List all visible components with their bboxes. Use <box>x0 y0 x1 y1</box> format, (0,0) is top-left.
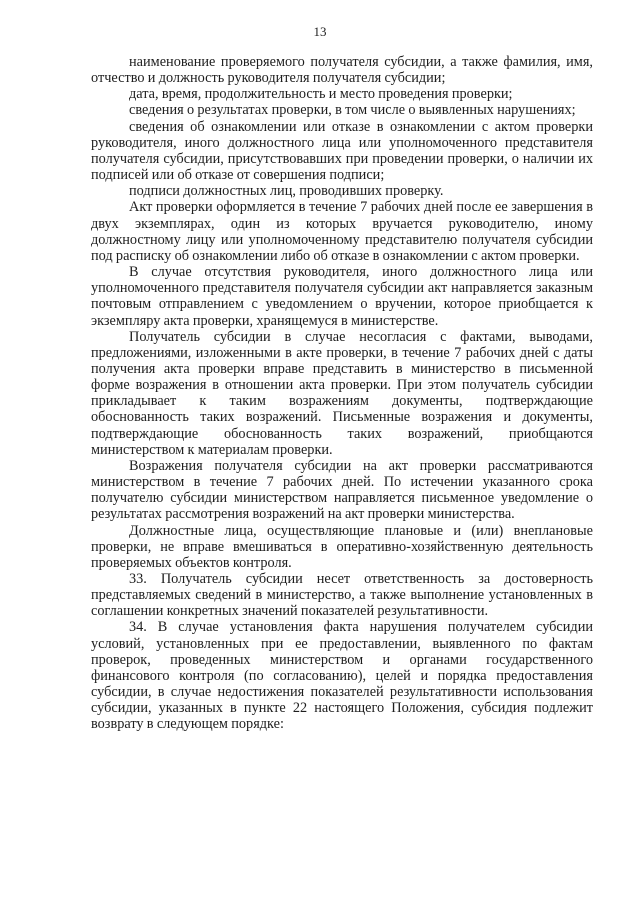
paragraph-inspection-results: сведения о результатах проверки, в том числе о выявленных нарушениях; <box>129 102 576 119</box>
paragraph-officials-restrictions: Должностные лица, осуществляющие плановые и (или) внеплановые проверки, не вправе вмешиваться в оперативно-хозяйственную деятельность проверяемых объектов контроля. <box>91 522 593 571</box>
paragraph-signatures: подписи должностных лиц, проводивших проверку. <box>129 183 444 200</box>
paragraph-objections-review: Возражения получателя субсидии на акт проверки рассматриваются министерством в течение 7 рабочих дней. По истечении указанного срока получателю субсидии министерством направляется письменное уведомление о результатах рассмотрения возражений на акт проверки министерства. <box>91 457 593 523</box>
paragraph-acquaintance-with-act: сведения об ознакомлении или отказе в ознакомлении с актом проверки руководителя, иного должностного лица или уполномоченного представителя получателя субсидии, присутствовавших при проведении проверки, о наличии их подписей или об отказе от совершения подписи; <box>91 118 593 184</box>
paragraph-inspection-date-time: дата, время, продолжительность и место проведения проверки; <box>129 86 513 103</box>
paragraph-item-33: 33. Получатель субсидии несет ответственность за достоверность представляемых сведений в министерство, а также выполнение установленных в соглашении конкретных значений показателей результативности. <box>91 571 593 620</box>
paragraph-act-by-mail: В случае отсутствия руководителя, иного должностного лица или уполномоченного представителя получателя субсидии акт направляется заказным почтовым отправлением с уведомлением о вручении, которое приобщается к экземпляру акта проверки, хранящемуся в министерстве. <box>91 264 593 329</box>
paragraph-act-preparation: Акт проверки оформляется в течение 7 рабочих дней после ее завершения в двух экземплярах, один из которых вручается руководителю, иному должностному лицу или уполномоченному представителю получателя субсидии под расписку об ознакомлении либо об отказе в ознакомлении с актом проверки. <box>91 199 593 264</box>
document-body <box>91 54 593 733</box>
paragraph-item-34: 34. В случае установления факта нарушения получателем субсидии условий, установленных при ее предоставлении, выявленного по фактам проверок, проведенных министерством и органами государственного финансового контроля (по согласованию), целей и порядка предоставления субсидии, в случае недостижения показателей результативности использования субсидии, указанных в пункте 22 настоящего Положения, субсидия подлежит возврату в следующем порядке: <box>91 619 593 733</box>
page-number: 13 <box>313 24 327 39</box>
paragraph-inspected-recipient-name: наименование проверяемого получателя субсидии, а также фамилия, имя, отчество и должность руководителя получателя субсидии; <box>91 54 593 87</box>
paragraph-objections: Получатель субсидии в случае несогласия с фактами, выводами, предложениями, изложенными в акте проверки, в течение 7 рабочих дней с даты получения акта проверки вправе представить в министерство в письменной форме возражения в отношении акта проверки. При этом получатель субсидии прикладывает к таким возражениям документы, подтверждающие обоснованность таких возражений. Письменные возражения и документы, подтверждающие обоснованность таких возражений, приобщаются министерством к материалам проверки. <box>91 328 593 458</box>
